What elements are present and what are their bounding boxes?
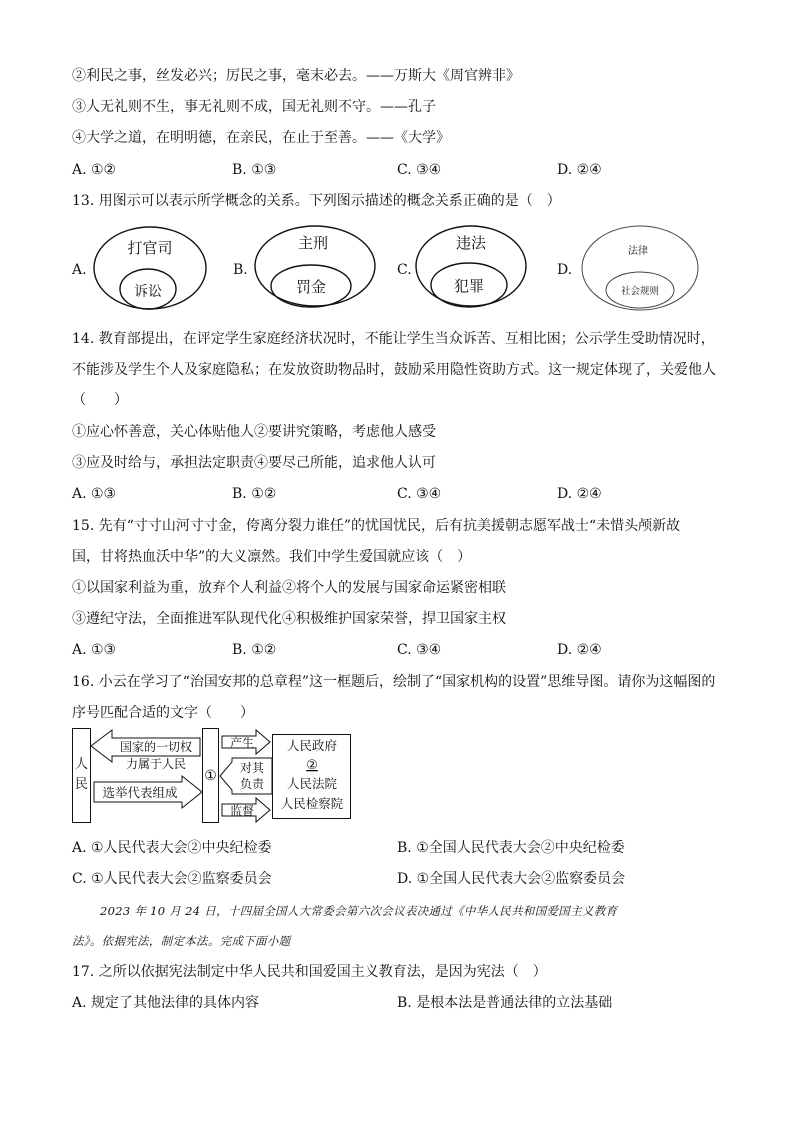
q15-items-line-1: ①以国家利益为重，放弃个人利益②将个人的发展与国家命运紧密相联 (72, 580, 506, 596)
q14-stem-line-1: 14. 教育部提出，在评定学生家庭经济状况时，不能让学生当众诉苦、互相比困；公示学生受助情况时， (72, 331, 715, 347)
q17-stem: 17. 之所以依据宪法制定中华人民共和国爱国主义教育法，是因为宪法（ ） (72, 964, 547, 980)
q13-stem: 13. 用图示可以表示所学概念的关系。下列图示描述的概念关系正确的是（ ） (72, 193, 561, 209)
q13-option-c[interactable]: C. (397, 262, 412, 278)
q15-option-c[interactable]: C. ③④ (397, 642, 442, 658)
q16-option-a[interactable]: A. ①人民代表大会②中央纪检委 (72, 840, 272, 856)
state-organs-mind-map (72, 728, 354, 824)
q16-option-c[interactable]: C. ①人民代表大会②监察委员会 (72, 871, 272, 887)
q16-stem-line-1: 16. 小云在学习了“治国安邦的总章程”这一框题后，绘制了“国家机构的设置”思维导图。请你为这幅图的 (72, 674, 716, 690)
people-label-char-1: 人 (74, 757, 89, 772)
q13-option-d[interactable]: D. (557, 262, 573, 278)
q17-option-a[interactable]: A. 规定了其他法律的具体内容 (72, 995, 260, 1011)
q15-items-line-2: ③遵纪守法，全面推进军队现代化④积极维护国家荣誉，捍卫国家主权 (72, 611, 506, 627)
q12-option-a[interactable]: A. ①② (72, 162, 117, 178)
blank-one: ① (204, 768, 217, 784)
q17-option-b[interactable]: B. 是根本法是普通法律的立法基础 (397, 995, 613, 1011)
quote-2: ②利民之事，丝发必兴；厉民之事，毫末必去。——万斯大《周官辨非》 (72, 68, 520, 84)
q13-option-b[interactable]: B. (233, 262, 248, 278)
venn-b-outer-label: 主刑 (297, 234, 329, 252)
q12-option-c[interactable]: C. ③④ (397, 162, 442, 178)
org-court: 人民法院 (286, 776, 338, 791)
responsible-label-line-1: 对其 (239, 761, 265, 775)
venn-diagram-d (580, 224, 702, 314)
org-government: 人民政府 (286, 738, 338, 753)
q14-items-line-1: ①应心怀善意，关心体贴他人②要讲究策略，考虑他人感受 (72, 424, 436, 440)
q13-option-a[interactable]: A. (72, 262, 87, 278)
elect-label: 选举代表组成 (102, 785, 178, 800)
q16-option-b[interactable]: B. ①全国人民代表大会②中央纪检委 (397, 840, 625, 856)
q12-option-d[interactable]: D. ②④ (557, 162, 602, 178)
power-label-line-1: 国家的一切权 (119, 740, 193, 754)
q15-stem-line-2: 国，甘将热血沃中华”的大义凛然。我们中学生爱国就应该（ ） (72, 549, 472, 565)
quote-3: ③人无礼则不生，事无礼则不成，国无礼则不守。——孔子 (72, 99, 436, 115)
q15-stem-line-1: 15. 先有“寸寸山河寸寸金，侉离分裂力谁任”的忧国忧民，后有抗美援朝志愿军战士“未惜头颅新故 (72, 518, 681, 534)
q16-option-d[interactable]: D. ①全国人民代表大会②监察委员会 (397, 871, 626, 887)
venn-c-inner-label: 犯罪 (453, 277, 485, 295)
power-label-line-2: 力属于人民 (125, 757, 187, 771)
q14-option-b[interactable]: B. ①② (232, 486, 277, 502)
responsible-label-line-2: 负责 (239, 777, 265, 791)
q14-option-c[interactable]: C. ③④ (397, 486, 442, 502)
q15-option-a[interactable]: A. ①③ (72, 642, 117, 658)
venn-b-inner-label: 罚金 (295, 278, 327, 296)
q15-option-b[interactable]: B. ①② (232, 642, 277, 658)
q14-option-a[interactable]: A. ①③ (72, 486, 117, 502)
material-line-2: 法》。依据宪法，制定本法。完成下面小题 (72, 934, 291, 948)
quote-4: ④大学之道，在明明德，在亲民，在止于至善。——《大学》 (72, 130, 450, 146)
venn-a-inner-label: 诉讼 (134, 284, 162, 300)
org-procuratorate: 人民检察院 (280, 796, 344, 811)
venn-diagram-a (92, 224, 210, 312)
produce-label: 产生 (229, 736, 255, 750)
org-blank-two: ② (306, 758, 318, 773)
venn-a-outer-label: 打官司 (127, 239, 173, 257)
venn-d-inner-label: 社会规则 (620, 286, 660, 297)
q14-items-line-2: ③应及时给与，承担法定职责④要尽己所能，追求他人认可 (72, 455, 436, 471)
supervise-label: 监督 (229, 804, 255, 818)
venn-c-outer-label: 违法 (455, 234, 487, 252)
q16-stem-line-2: 序号匹配合适的文字（ ） (72, 705, 254, 721)
q12-option-b[interactable]: B. ①③ (232, 162, 277, 178)
q15-option-d[interactable]: D. ②④ (557, 642, 602, 658)
q14-stem-line-2: 不能涉及学生个人及家庭隐私；在发放资助物品时，鼓励采用隐性资助方式。这一规定体现了，关爱他人 (72, 362, 716, 378)
q14-stem-line-3: （ ） (72, 392, 128, 408)
q14-option-d[interactable]: D. ②④ (557, 486, 602, 502)
venn-d-outer-label: 法律 (628, 246, 648, 257)
venn-diagram-b (253, 224, 379, 312)
material-line-1: 2023 年 10 月 24 日，十四届全国人大常委会第六次会议表决通过《中华人民共和国爱国主义教育 (100, 904, 618, 918)
people-label-char-2: 民 (74, 777, 89, 792)
venn-diagram-c (414, 224, 530, 312)
